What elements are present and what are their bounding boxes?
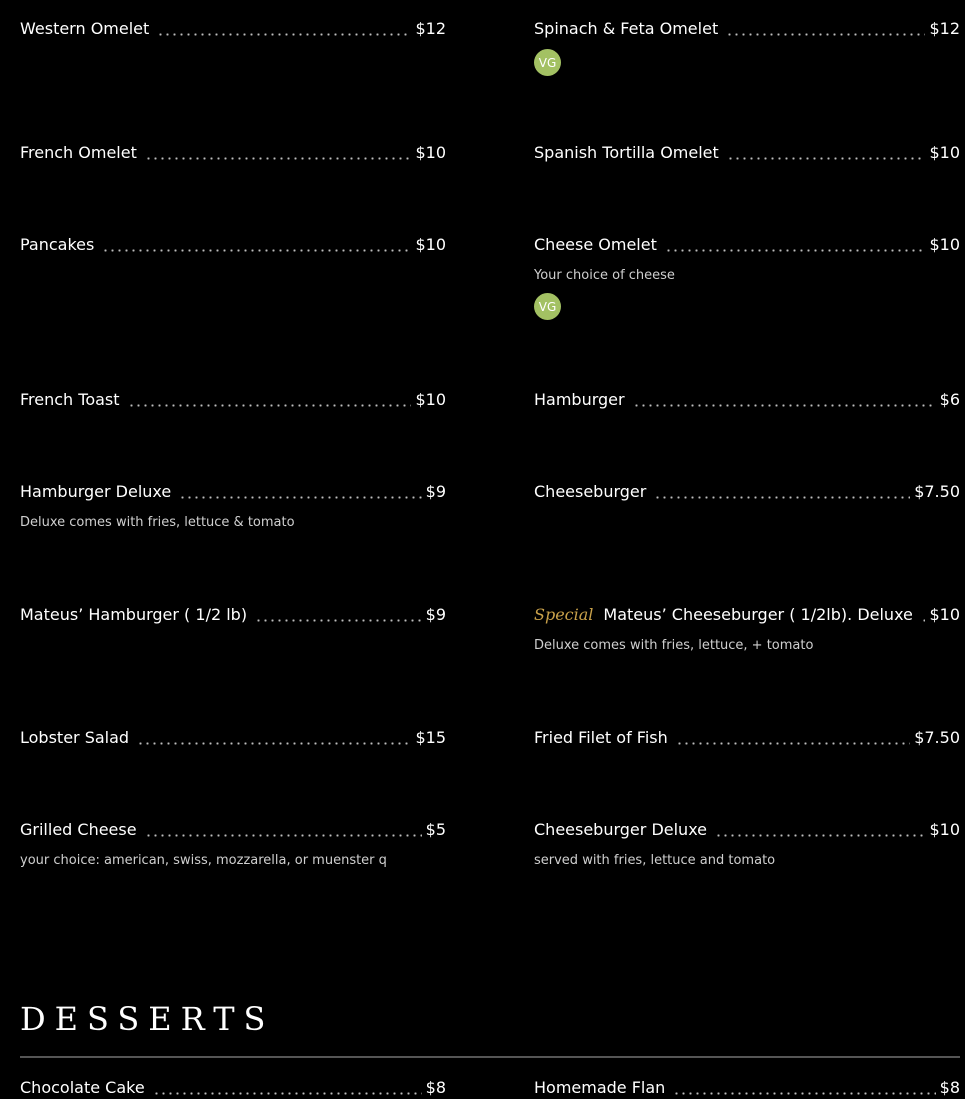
dot-leader bbox=[179, 496, 421, 499]
dot-leader bbox=[157, 33, 411, 36]
menu-item-name: Fried Filet of Fish bbox=[534, 728, 668, 747]
vegetarian-badge-icon: VG bbox=[534, 49, 561, 76]
menu-item-name: Hamburger Deluxe bbox=[20, 482, 172, 501]
dot-leader bbox=[727, 157, 926, 160]
menu-item[interactable] bbox=[20, 481, 446, 531]
menu-item-description: Deluxe comes with fries, lettuce, + tomato bbox=[534, 638, 814, 653]
menu-item-name: Mateus’ Cheeseburger ( 1/2lb). Deluxe bbox=[603, 605, 913, 624]
menu-item[interactable] bbox=[20, 604, 446, 626]
vegetarian-badge-icon: VG bbox=[534, 293, 561, 320]
dot-leader bbox=[726, 33, 925, 36]
menu-item[interactable] bbox=[20, 234, 446, 256]
menu-item-name: French Omelet bbox=[20, 143, 137, 162]
menu-item-price: $12 bbox=[415, 19, 446, 38]
menu-item[interactable] bbox=[534, 389, 960, 411]
menu-item-description: served with fries, lettuce and tomato bbox=[534, 853, 776, 868]
menu-item[interactable] bbox=[534, 18, 960, 76]
menu-item-name: Cheeseburger Deluxe bbox=[534, 820, 708, 839]
menu-item[interactable] bbox=[534, 604, 960, 654]
menu-item-price: $9 bbox=[425, 605, 446, 624]
menu-item-price: $10 bbox=[415, 390, 446, 409]
dot-leader bbox=[128, 404, 412, 407]
menu-item-name: Mateus’ Hamburger ( 1/2 lb) bbox=[20, 605, 248, 624]
menu-item-description: Your choice of cheese bbox=[534, 268, 675, 283]
menu-item-price: $6 bbox=[939, 390, 960, 409]
dot-leader bbox=[633, 404, 936, 407]
menu-item-name: Homemade Flan bbox=[534, 1078, 666, 1097]
menu-item-name: Cheeseburger bbox=[534, 482, 647, 501]
dot-leader bbox=[921, 619, 926, 622]
menu-item-name: Lobster Salad bbox=[20, 728, 130, 747]
menu-item-price: $10 bbox=[415, 143, 446, 162]
menu-item[interactable] bbox=[534, 234, 960, 320]
menu-item-price: $8 bbox=[939, 1078, 960, 1097]
menu-item[interactable] bbox=[20, 727, 446, 749]
menu-item[interactable] bbox=[20, 18, 446, 40]
menu-item-name: Spinach & Feta Omelet bbox=[534, 19, 719, 38]
menu-item-price: $10 bbox=[415, 235, 446, 254]
menu-item-description: Deluxe comes with fries, lettuce & tomato bbox=[20, 515, 295, 530]
dot-leader bbox=[255, 619, 422, 622]
menu-item-price: $5 bbox=[425, 820, 446, 839]
menu-item-price: $7.50 bbox=[914, 728, 960, 747]
section-divider bbox=[20, 1056, 960, 1058]
menu-item-price: $9 bbox=[425, 482, 446, 501]
dot-leader bbox=[145, 157, 412, 160]
dot-leader bbox=[145, 834, 422, 837]
menu-item[interactable] bbox=[20, 389, 446, 411]
menu-item[interactable] bbox=[534, 819, 960, 869]
menu-item[interactable] bbox=[20, 142, 446, 164]
dot-leader bbox=[654, 496, 910, 499]
menu-item-name: Chocolate Cake bbox=[20, 1078, 145, 1097]
menu-item-name: Hamburger bbox=[534, 390, 625, 409]
menu-item-price: $15 bbox=[415, 728, 446, 747]
menu-item[interactable] bbox=[20, 819, 446, 869]
menu-item[interactable] bbox=[534, 481, 960, 503]
dot-leader bbox=[665, 249, 926, 252]
section-title-desserts: DESSERTS bbox=[20, 1000, 275, 1038]
menu-item-price: $10 bbox=[929, 235, 960, 254]
menu-item-name: Spanish Tortilla Omelet bbox=[534, 143, 719, 162]
menu-item[interactable] bbox=[534, 142, 960, 164]
menu-item-description: your choice: american, swiss, mozzarella, or muenster q bbox=[20, 853, 387, 868]
menu-item-price: $10 bbox=[929, 143, 960, 162]
menu-item-name: Grilled Cheese bbox=[20, 820, 137, 839]
menu-item-name: Cheese Omelet bbox=[534, 235, 657, 254]
menu-item-name: Pancakes bbox=[20, 235, 95, 254]
dot-leader bbox=[137, 742, 411, 745]
menu-item[interactable] bbox=[534, 1077, 960, 1099]
dot-leader bbox=[676, 742, 910, 745]
menu-item-name: Western Omelet bbox=[20, 19, 150, 38]
menu-item-price: $8 bbox=[425, 1078, 446, 1097]
menu-item-name: French Toast bbox=[20, 390, 120, 409]
dot-leader bbox=[715, 834, 925, 837]
dot-leader bbox=[102, 249, 411, 252]
menu-item-price: $10 bbox=[929, 605, 960, 624]
dot-leader bbox=[673, 1092, 935, 1095]
menu-item-price: $10 bbox=[929, 820, 960, 839]
menu-item-price: $7.50 bbox=[914, 482, 960, 501]
menu-item[interactable] bbox=[20, 1077, 446, 1099]
special-label: Special bbox=[534, 605, 594, 624]
menu-item-price: $12 bbox=[929, 19, 960, 38]
dot-leader bbox=[153, 1092, 422, 1095]
menu-item[interactable] bbox=[534, 727, 960, 749]
